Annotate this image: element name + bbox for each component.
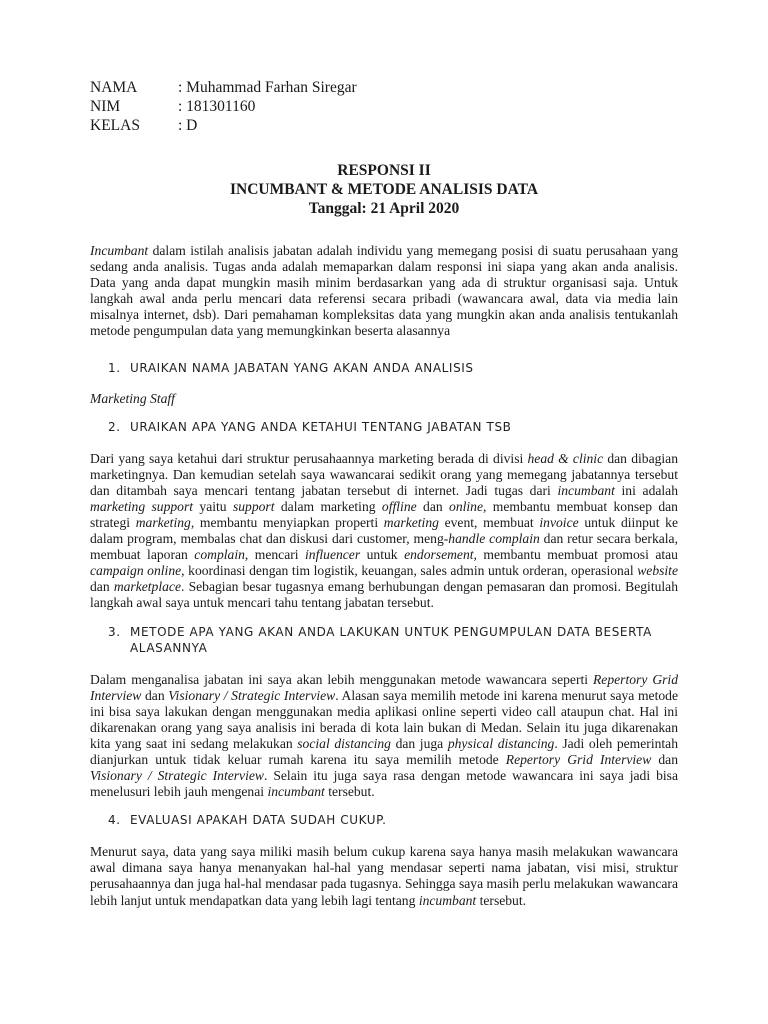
a2-seg: invoice xyxy=(539,514,579,530)
question-3 xyxy=(90,624,678,656)
answer-2-paragraph xyxy=(90,451,678,612)
intro-text: dalam istilah analisis jabatan adalah individu yang memegang posisi di suatu perusahaan yang sedang anda analisis. Tugas anda adalah memaparkan dalam responsi ini siapa yang akan anda analisis. Data yang anda dapat mungkin masih minim berdasarkan yang ada di struktur organisasi saja. Untuk langkah awal anda perlu mencari data referensi secara pribadi (wawancara awal, data via media lain misalnya internet, dsb). Dari pemahaman kompleksitas data yang mungkin akan anda analisis tentukanlah metode pengumpulan data yang memungkinkan beserta alasannya xyxy=(90,243,678,339)
a2-seg: yaitu xyxy=(193,498,233,514)
nim-value: : 181301160 xyxy=(178,98,256,115)
a2-seg: Dari yang saya ketahui dari struktur perusahaannya marketing berada di divisi xyxy=(90,450,528,466)
a2-seg: support xyxy=(232,498,275,514)
a3-seg: incumbant xyxy=(267,784,325,800)
name-label: NAMA xyxy=(90,79,138,96)
a3-seg: Repertory Grid Interview xyxy=(505,751,652,767)
a3-seg: . Selain itu juga saya rasa dengan metode wawancara ini saya jadi bisa menelusuri lebih jauh mengenai xyxy=(90,768,678,800)
class-label: KELAS xyxy=(90,117,140,134)
name-value: : Muhammad Farhan Siregar xyxy=(178,79,357,96)
intro-paragraph xyxy=(90,243,678,340)
question-4-number: 4. xyxy=(108,813,121,828)
a2-seg: , membantu membuat promosi atau xyxy=(473,547,678,563)
document-title xyxy=(90,161,678,218)
title-line-1: RESPONSI II xyxy=(337,162,431,179)
question-2 xyxy=(90,419,678,435)
title-line-2: INCUMBANT & METODE ANALISIS DATA xyxy=(229,181,539,198)
a2-seg: campaign online xyxy=(90,563,182,579)
a2-seg: dan xyxy=(90,579,114,595)
question-1 xyxy=(90,360,678,376)
nim-row xyxy=(90,97,678,116)
a3-seg: dan xyxy=(141,687,169,703)
a2-seg: endorsement xyxy=(404,547,474,563)
a3-seg: Visionary / Strategic Interview xyxy=(90,768,264,784)
a2-seg: handle complain xyxy=(448,531,540,547)
class-value: : D xyxy=(178,117,198,134)
a2-seg: online xyxy=(449,498,484,514)
nim-label: NIM xyxy=(90,98,121,115)
a2-seg: head & clinic xyxy=(527,450,604,466)
name-row xyxy=(90,78,678,97)
a2-seg: dan retur secara berkala, membuat laporan xyxy=(90,531,678,563)
question-3-text: METODE APA YANG AKAN ANDA LAKUKAN UNTUK PENGUMPULAN DATA BESERTA ALASANNYA xyxy=(130,624,652,655)
question-3-number: 3. xyxy=(108,624,121,639)
a2-seg: marketing xyxy=(383,514,439,530)
question-2-text: URAIKAN APA YANG ANDA KETAHUI TENTANG JABATAN TSB xyxy=(130,419,512,434)
intro-term: Incumbant xyxy=(90,243,149,258)
a2-seg: untuk xyxy=(360,547,405,563)
a2-seg: event, membuat xyxy=(438,514,540,530)
answer-3-paragraph xyxy=(90,672,678,801)
document-page xyxy=(90,78,678,909)
a2-seg: dan xyxy=(416,498,450,514)
a2-seg: . Sebagian besar tugasnya emang berhubungan dengan pemasaran dan promosi. Begitulah langkah awal saya untuk mencari tahu tentang jabatan tersebut. xyxy=(90,579,678,611)
a2-seg: incumbant xyxy=(557,482,615,498)
a3-seg: dan juga xyxy=(390,735,448,751)
a3-seg: tersebut. xyxy=(324,784,375,800)
a2-seg: marketing xyxy=(135,514,191,530)
a2-seg: ini adalah xyxy=(614,482,679,498)
a2-seg: marketplace xyxy=(113,579,181,595)
a2-seg: dalam marketing xyxy=(274,498,382,514)
question-2-number: 2. xyxy=(108,419,121,434)
a2-seg: offline xyxy=(381,498,417,514)
a2-seg: , koordinasi dengan tim logistik, keuangan, sales admin untuk orderan, operasional xyxy=(181,563,638,579)
question-1-text: URAIKAN NAMA JABATAN YANG AKAN ANDA ANALISIS xyxy=(130,360,474,375)
a3-seg: Visionary / Strategic Interview xyxy=(168,687,336,703)
a3-seg: . Jadi oleh pemerintah dianjurkan untuk tidak keluar rumah karena itu saya memilih metode xyxy=(90,735,678,767)
question-4-text: EVALUASI APAKAH DATA SUDAH CUKUP. xyxy=(130,813,387,828)
a3-seg: dan xyxy=(651,751,678,767)
a2-seg: , mencari xyxy=(244,547,306,563)
a3-seg: Dalam menganalisa jabatan ini saya akan lebih menggunakan metode wawancara seperti xyxy=(90,671,593,687)
a3-seg: . Alasan saya memilih metode ini karena menurut saya metode ini bisa saya lakukan dengan menggunakan media aplikasi online seperti video call ataupun chat. Hal ini dikarenakan orang yang saya analisis ini berada di kota lain bukan di Medan. Selain itu juga dikarenakan kita yang saat ini sedang melakukan xyxy=(90,687,678,751)
question-1-number: 1. xyxy=(108,360,121,375)
a2-seg: influencer xyxy=(305,547,361,563)
a4-seg: incumbant xyxy=(418,892,477,908)
a2-seg: , membantu menyiapkan properti xyxy=(190,514,384,530)
a4-seg: tersebut. xyxy=(476,892,527,908)
a2-seg: , membantu membuat konsep dan strategi xyxy=(90,498,678,530)
answer-1: Marketing Staff xyxy=(90,390,175,406)
class-row xyxy=(90,116,678,135)
a2-seg: untuk diinput ke dalam program, membalas chat dan diskusi dari customer, meng- xyxy=(90,514,678,547)
a2-seg: website xyxy=(637,563,678,579)
a3-seg: social distancing xyxy=(297,735,391,751)
answer-4-paragraph xyxy=(90,844,678,908)
a4-seg: Menurut saya, data yang saya miliki masih belum cukup karena saya hanya masih melakukan wawancara awal dimana saya hanya menanyakan hal-hal yang mendasar seperti nama jabatan, visi misi, struktur perusahaannya dan juga hal-hal mendasar pada tugasnya. Sehingga saya masih perlu melakukan wawancara lebih lanjut untuk mendapatkan data yang lebih lagi tentang xyxy=(90,844,678,908)
title-date: Tanggal: 21 April 2020 xyxy=(308,200,460,217)
a2-seg: marketing support xyxy=(90,498,194,514)
question-4 xyxy=(90,812,678,828)
a2-seg: complain xyxy=(194,547,245,563)
a3-seg: physical distancing xyxy=(447,735,555,751)
a3-seg: Repertory Grid Interview xyxy=(90,671,678,703)
a2-seg: dan dibagian marketingnya. Dan kemudian setelah saya wawancarai sedikit orang yang memegang jabatannya tersebut dan ditambah saya mencari tentang jabatan tersebut di internet. Jadi tugas dari xyxy=(90,450,679,498)
